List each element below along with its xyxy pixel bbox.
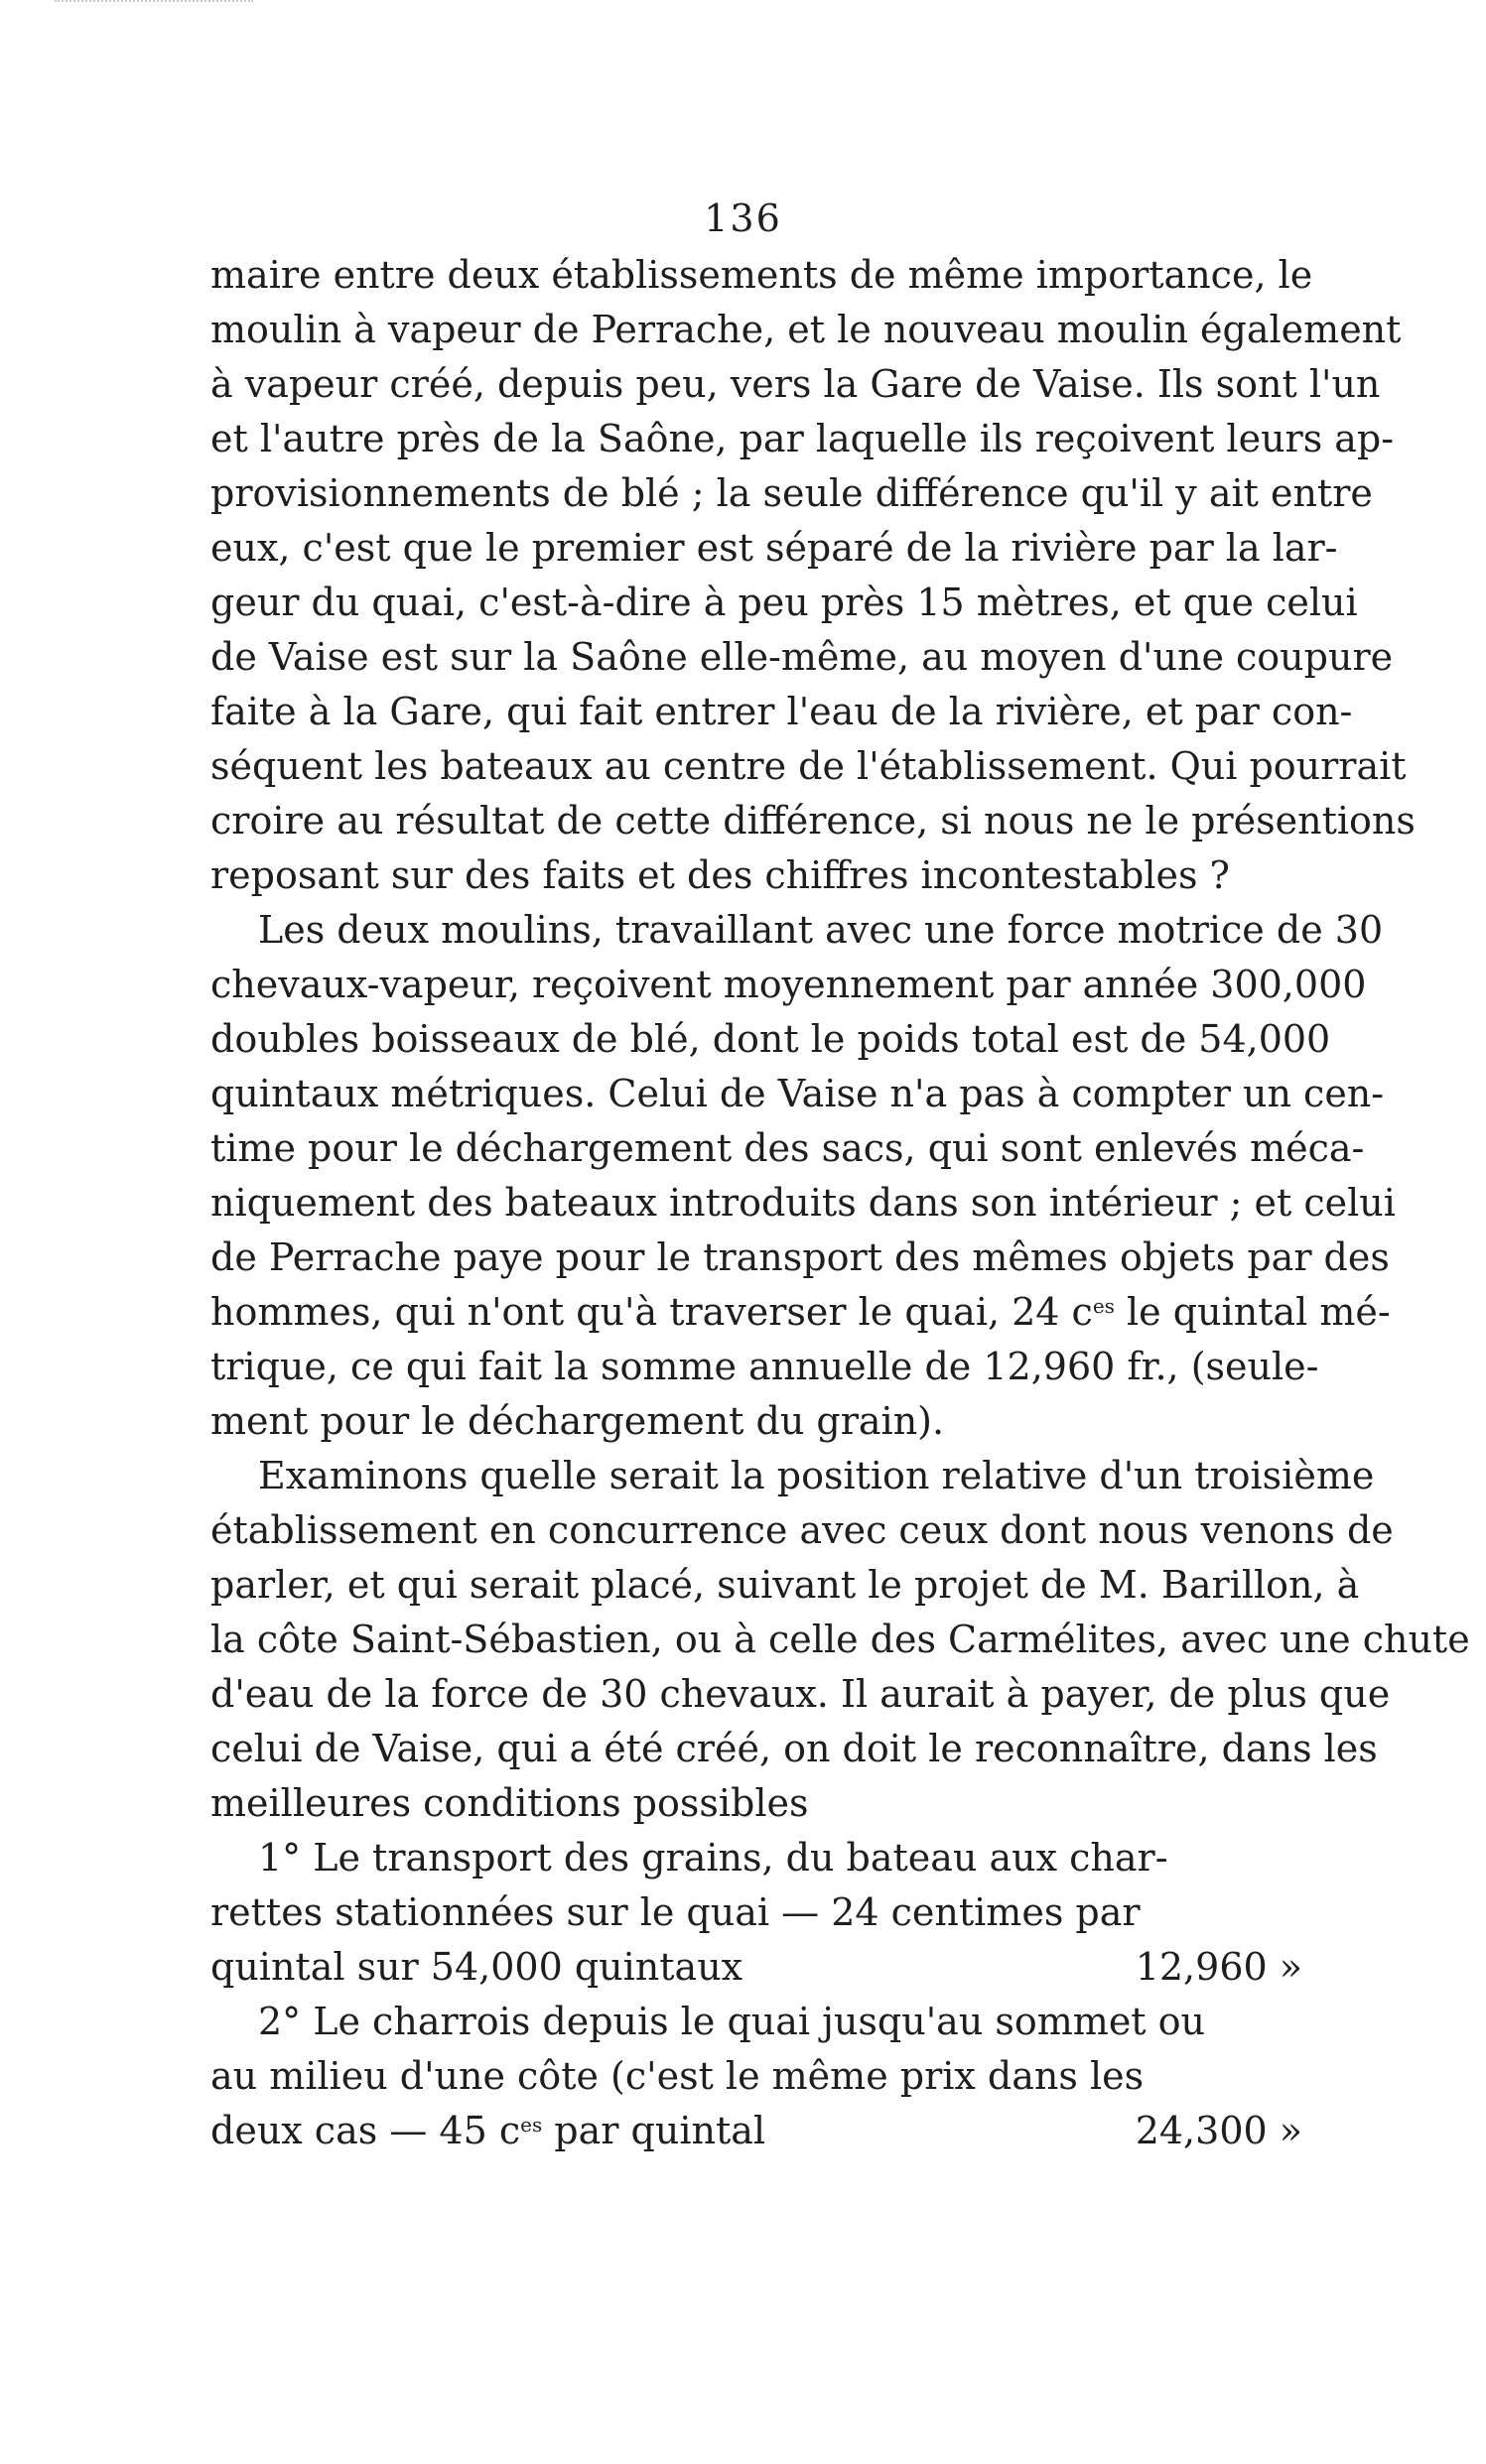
item-amount: 24,300 » xyxy=(1135,2109,1302,2152)
text-line: faite à la Gare, qui fait entrer l'eau de la rivière, et par con- xyxy=(210,690,1353,733)
cost-item xyxy=(210,1995,1302,2158)
superscript: es xyxy=(520,2113,543,2137)
text-line: à vapeur créé, depuis peu, vers la Gare de Vaise. Ils sont l'un xyxy=(210,362,1381,406)
item-text-line: 2° Le charrois depuis le quai jusqu'au sommet ou xyxy=(258,2000,1206,2043)
text-line: doubles boisseaux de blé, dont le poids total est de 54,000 xyxy=(210,1017,1331,1061)
text-line: de Vaise est sur la Saône elle-même, au moyen d'une coupure xyxy=(210,635,1394,679)
text-line: geur du quai, c'est-à-dire à peu près 15 mètres, et que celui xyxy=(210,581,1358,624)
text-line: niquement des bateaux introduits dans son intérieur ; et celui xyxy=(210,1181,1396,1225)
text-line: Examinons quelle serait la position relative d'un troisième xyxy=(258,1454,1375,1497)
item-amount: 12,960 » xyxy=(1135,1945,1302,1989)
item-text-line: 1° Le transport des grains, du bateau aux char- xyxy=(258,1836,1168,1880)
text-fragment: deux cas — 45 c xyxy=(210,2109,521,2152)
text-line: Les deux moulins, travaillant avec une force motrice de 30 xyxy=(258,908,1384,952)
text-line: provisionnements de blé ; la seule différence qu'il y ait entre xyxy=(210,471,1373,515)
text-fragment: le quintal mé- xyxy=(1114,1290,1391,1334)
text-line: séquent les bateaux au centre de l'établissement. Qui pourrait xyxy=(210,744,1407,788)
text-line: trique, ce qui fait la somme annuelle de 12,960 fr., (seule- xyxy=(210,1345,1319,1388)
item-text-line xyxy=(210,2104,1064,2158)
item-text-line: au milieu d'une côte (c'est le même prix dans les xyxy=(210,2054,1145,2098)
text-line: quintaux métriques. Celui de Vaise n'a pas à compter un cen- xyxy=(210,1072,1385,1115)
text-line: croire au résultat de cette différence, si nous ne le présentions xyxy=(210,799,1416,843)
text-line xyxy=(210,1285,1391,1340)
text-line: maire entre deux établissements de même importance, le xyxy=(210,253,1313,297)
text-line: chevaux-vapeur, reçoivent moyennement par année 300,000 xyxy=(210,963,1367,1006)
text-line: time pour le déchargement des sacs, qui sont enlevés méca- xyxy=(210,1126,1365,1170)
text-line: celui de Vaise, qui a été créé, on doit le reconnaître, dans les xyxy=(210,1727,1378,1770)
text-line: de Perrache paye pour le transport des mêmes objets par des xyxy=(210,1235,1390,1279)
text-line: ment pour le déchargement du grain). xyxy=(210,1399,945,1443)
text-line: d'eau de la force de 30 chevaux. Il aurait à payer, de plus que xyxy=(210,1672,1391,1716)
text-line: la côte Saint-Sébastien, ou à celle des Carmélites, avec une chute xyxy=(210,1618,1470,1661)
item-text-line: rettes stationnées sur le quai — 24 centimes par xyxy=(210,1890,1141,1934)
text-line: eux, c'est que le premier est séparé de la rivière par la lar- xyxy=(210,526,1338,570)
text-line: reposant sur des faits et des chiffres incontestables ? xyxy=(210,853,1230,897)
text-fragment: par quintal xyxy=(542,2109,766,2152)
text-line: meilleures conditions possibles xyxy=(210,1781,809,1825)
text-fragment: hommes, qui n'ont qu'à traverser le quai, 24 c xyxy=(210,1290,1093,1334)
page-number: 136 xyxy=(704,196,782,240)
scan-artifact xyxy=(55,0,253,10)
text-line: et l'autre près de la Saône, par laquelle ils reçoivent leurs ap- xyxy=(210,417,1395,460)
cost-item xyxy=(210,1831,1302,1995)
body-text xyxy=(210,248,1470,2158)
item-text-line: quintal sur 54,000 quintaux xyxy=(210,1945,743,1989)
text-line: moulin à vapeur de Perrache, et le nouveau moulin également xyxy=(210,308,1402,351)
text-line: établissement en concurrence avec ceux dont nous venons de xyxy=(210,1508,1394,1552)
superscript: es xyxy=(1092,1294,1115,1318)
text-line: parler, et qui serait placé, suivant le projet de M. Barillon, à xyxy=(210,1563,1360,1607)
